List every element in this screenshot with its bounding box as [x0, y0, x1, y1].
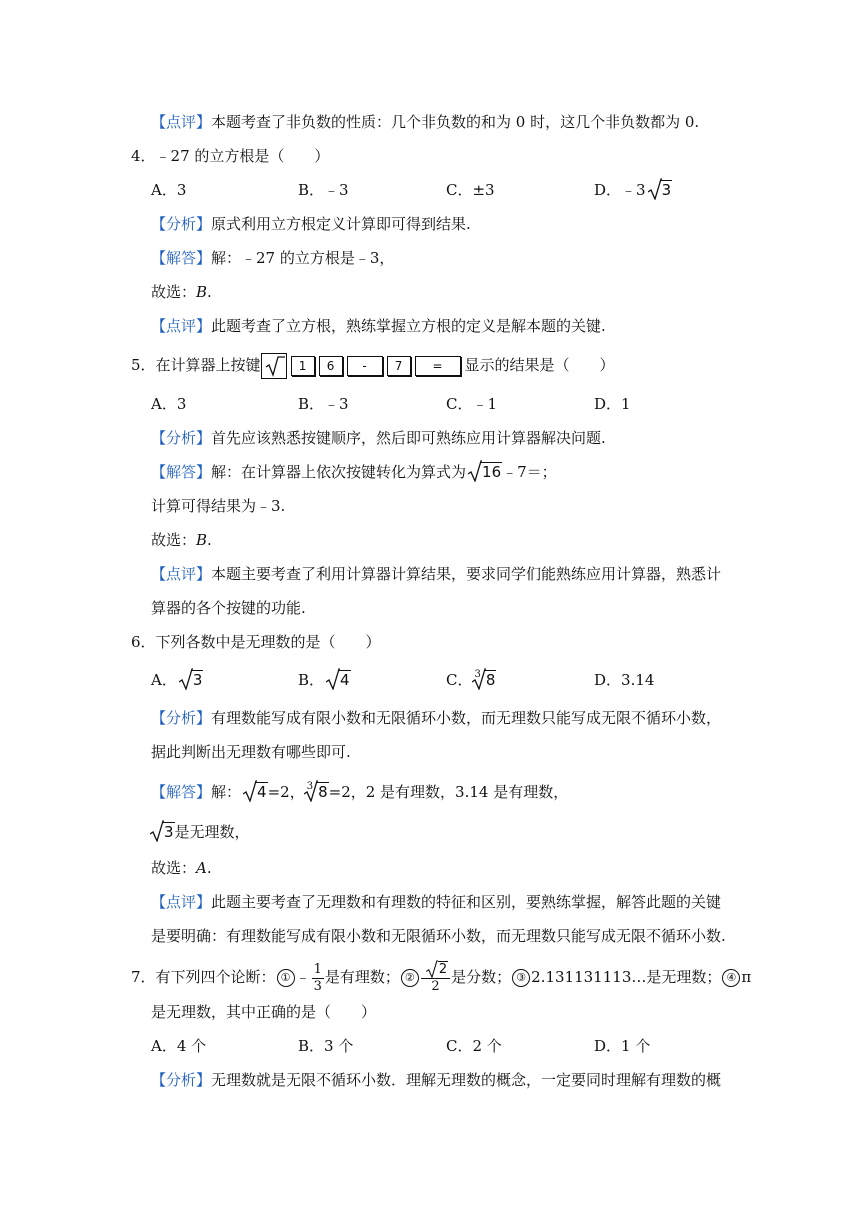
- q6-stem: 6．下列各数中是无理数的是（ ）: [131, 633, 381, 651]
- numerator: 1: [313, 961, 322, 977]
- q4-option-c: C．±3: [446, 181, 495, 199]
- option-prefix: B．: [298, 671, 325, 689]
- statement-3-text: 2.131131113…是无理数；: [531, 968, 722, 986]
- q4-option-d: [594, 180, 672, 200]
- radicand: 16: [482, 463, 502, 481]
- q4-option-b: B．﹣3: [298, 181, 349, 199]
- comment-tag: 【点评】: [151, 113, 212, 131]
- sqrt-icon: [262, 354, 286, 378]
- q4-choice: [151, 282, 212, 302]
- radicand: 3: [164, 823, 174, 841]
- sqrt-key: [261, 353, 287, 379]
- radicand: 4: [257, 783, 267, 801]
- choice-letter: B: [196, 283, 208, 301]
- minus-sign: ﹣: [295, 968, 311, 986]
- q6-option-a: [151, 670, 203, 690]
- pi-symbol: π: [741, 968, 752, 986]
- choice-prefix: 故选：: [151, 859, 197, 877]
- sqrt-expression: [243, 782, 268, 802]
- comment-tag: 【点评】: [151, 317, 212, 335]
- q5-comment-line2: 算器的各个按键的功能.: [151, 599, 306, 617]
- choice-letter: B: [196, 531, 208, 549]
- answer-suffix: 是无理数，: [174, 823, 250, 841]
- option-prefix: C．: [446, 671, 473, 689]
- key-1: 1: [291, 356, 315, 376]
- comment-tag: 【点评】: [151, 893, 212, 911]
- option-d-prefix: D．﹣3: [594, 181, 646, 199]
- sqrt-expression: [150, 822, 175, 842]
- q7-option-a: A．4 个: [151, 1037, 207, 1055]
- q5-option-c: C．﹣1: [446, 395, 498, 413]
- key-7: 7: [387, 356, 411, 376]
- q6-comment: [151, 892, 721, 912]
- q6-analysis-line2: 据此判断出无理数有哪些即可.: [151, 743, 351, 761]
- choice-letter: A: [196, 859, 207, 877]
- q5-option-a: A．3: [151, 395, 187, 413]
- stem-prefix: 5．在计算器上按键: [131, 356, 261, 374]
- q4-answer: [151, 248, 394, 268]
- answer-prefix: 解：: [211, 783, 242, 801]
- sqrt-expression: [648, 180, 673, 200]
- q6-answer: [151, 782, 568, 805]
- sqrt-expression: [179, 670, 204, 690]
- q6-answer-line2: [148, 822, 250, 842]
- q5-answer-line2: 计算可得结果为﹣3.: [151, 497, 286, 515]
- statement-2-suffix: 是分数；: [451, 968, 512, 986]
- sqrt-expression: [425, 962, 448, 978]
- cube-root-expression: [304, 782, 329, 802]
- q6-option-d: D．3.14: [594, 671, 655, 689]
- choice-prefix: 故选：: [151, 531, 197, 549]
- q4-analysis: [151, 214, 471, 234]
- q7-stem: [131, 960, 751, 995]
- radicand: 8: [485, 671, 496, 689]
- circled-number-3: ③: [512, 969, 530, 987]
- comment-text: 此题考查了立方根，熟练掌握立方根的定义是解本题的关键.: [211, 317, 606, 335]
- q3-comment: [151, 112, 699, 132]
- analysis-text: 首先应该熟悉按键顺序，然后即可熟练应用计算器解决问题.: [211, 429, 606, 447]
- answer-tag: 【解答】: [151, 249, 212, 267]
- q7-analysis: [151, 1070, 721, 1090]
- q6-choice: [151, 858, 212, 878]
- denominator: 2: [431, 978, 440, 994]
- q5-comment: [151, 564, 721, 584]
- analysis-text: 无理数就是无限不循环小数．理解无理数的概念，一定要同时理解有理数的概: [211, 1071, 722, 1089]
- answer-suffix: ﹣7＝；: [502, 463, 557, 481]
- fraction-one-third: [312, 962, 324, 995]
- sqrt-expression: [326, 670, 351, 690]
- fraction-sqrt2-over-2: [421, 962, 450, 995]
- q7-option-d: D．1 个: [594, 1037, 651, 1055]
- analysis-tag: 【分析】: [151, 215, 212, 233]
- answer-text: 解：﹣27 的立方根是﹣3，: [211, 249, 395, 267]
- comment-text: 此题主要考查了无理数和有理数的特征和区别，要熟练掌握，解答此题的关键: [211, 893, 722, 911]
- comment-text: 本题考查了非负数的性质：几个非负数的和为 0 时，这几个非负数都为 0.: [211, 113, 700, 131]
- statement-1-suffix: 是有理数；: [324, 968, 400, 986]
- root-index: 3: [306, 781, 314, 792]
- q6-option-b: [298, 670, 351, 690]
- option-prefix: A．: [151, 671, 177, 689]
- analysis-tag: 【分析】: [151, 429, 212, 447]
- choice-prefix: 故选：: [151, 283, 197, 301]
- stem-suffix: 显示的结果是（ ）: [464, 356, 615, 374]
- circled-number-2: ②: [401, 969, 419, 987]
- key-6: 6: [319, 356, 343, 376]
- q5-answer: [151, 462, 557, 482]
- radicand: 2: [438, 961, 448, 977]
- radicand: 8: [318, 783, 328, 801]
- q5-choice: [151, 530, 212, 550]
- q5-option-b: B．﹣3: [298, 395, 349, 413]
- q6-comment-line2: 是要明确：有理数能写成有限小数和无限循环小数，而无理数只能写成无限不循环小数.: [151, 927, 726, 945]
- denominator: 3: [313, 978, 322, 994]
- circled-number-4: ④: [722, 969, 740, 987]
- root-index: 3: [474, 669, 481, 680]
- analysis-tag: 【分析】: [151, 709, 212, 727]
- radicand: 3: [661, 181, 672, 199]
- answer-tag: 【解答】: [151, 783, 212, 801]
- q5-stem: [131, 353, 615, 379]
- q7-stem-line2: 是无理数，其中正确的是（ ）: [151, 1003, 377, 1021]
- q5-analysis: [151, 428, 606, 448]
- answer-eq2: =2，2 是有理数，3.14 是有理数，: [328, 783, 569, 801]
- q6-analysis: [151, 708, 721, 728]
- radicand: 4: [340, 671, 350, 689]
- q7-option-c: C．2 个: [446, 1037, 502, 1055]
- choice-suffix: .: [207, 531, 212, 549]
- answer-tag: 【解答】: [151, 463, 212, 481]
- answer-eq1: =2，: [267, 783, 305, 801]
- q4-option-a: A．3: [151, 181, 187, 199]
- q5-option-d: D．1: [594, 395, 631, 413]
- stem-prefix: 7．有下列四个论断：: [131, 968, 276, 986]
- sqrt-expression: [468, 462, 502, 482]
- comment-text: 本题主要考查了利用计算器计算结果，要求同学们能熟练应用计算器，熟悉计: [211, 565, 722, 583]
- q4-comment: [151, 316, 606, 336]
- comment-tag: 【点评】: [151, 565, 212, 583]
- q4-stem: 4．﹣27 的立方根是（ ）: [131, 147, 330, 165]
- analysis-text: 有理数能写成有限小数和无限循环小数，而无理数只能写成无限不循环小数，: [211, 709, 722, 727]
- answer-prefix: 解：在计算器上依次按键转化为算式为: [211, 463, 467, 481]
- analysis-tag: 【分析】: [151, 1071, 212, 1089]
- key-minus: -: [347, 356, 383, 376]
- choice-suffix: .: [207, 283, 212, 301]
- q6-option-c: [446, 670, 496, 693]
- key-equals: =: [415, 356, 461, 376]
- analysis-text: 原式利用立方根定义计算即可得到结果.: [211, 215, 471, 233]
- q7-option-b: B．3 个: [298, 1037, 354, 1055]
- circled-number-1: ①: [277, 969, 295, 987]
- cube-root-expression: [472, 670, 497, 690]
- choice-suffix: .: [206, 859, 212, 877]
- radicand: 3: [192, 671, 203, 689]
- numerator: [421, 962, 450, 979]
